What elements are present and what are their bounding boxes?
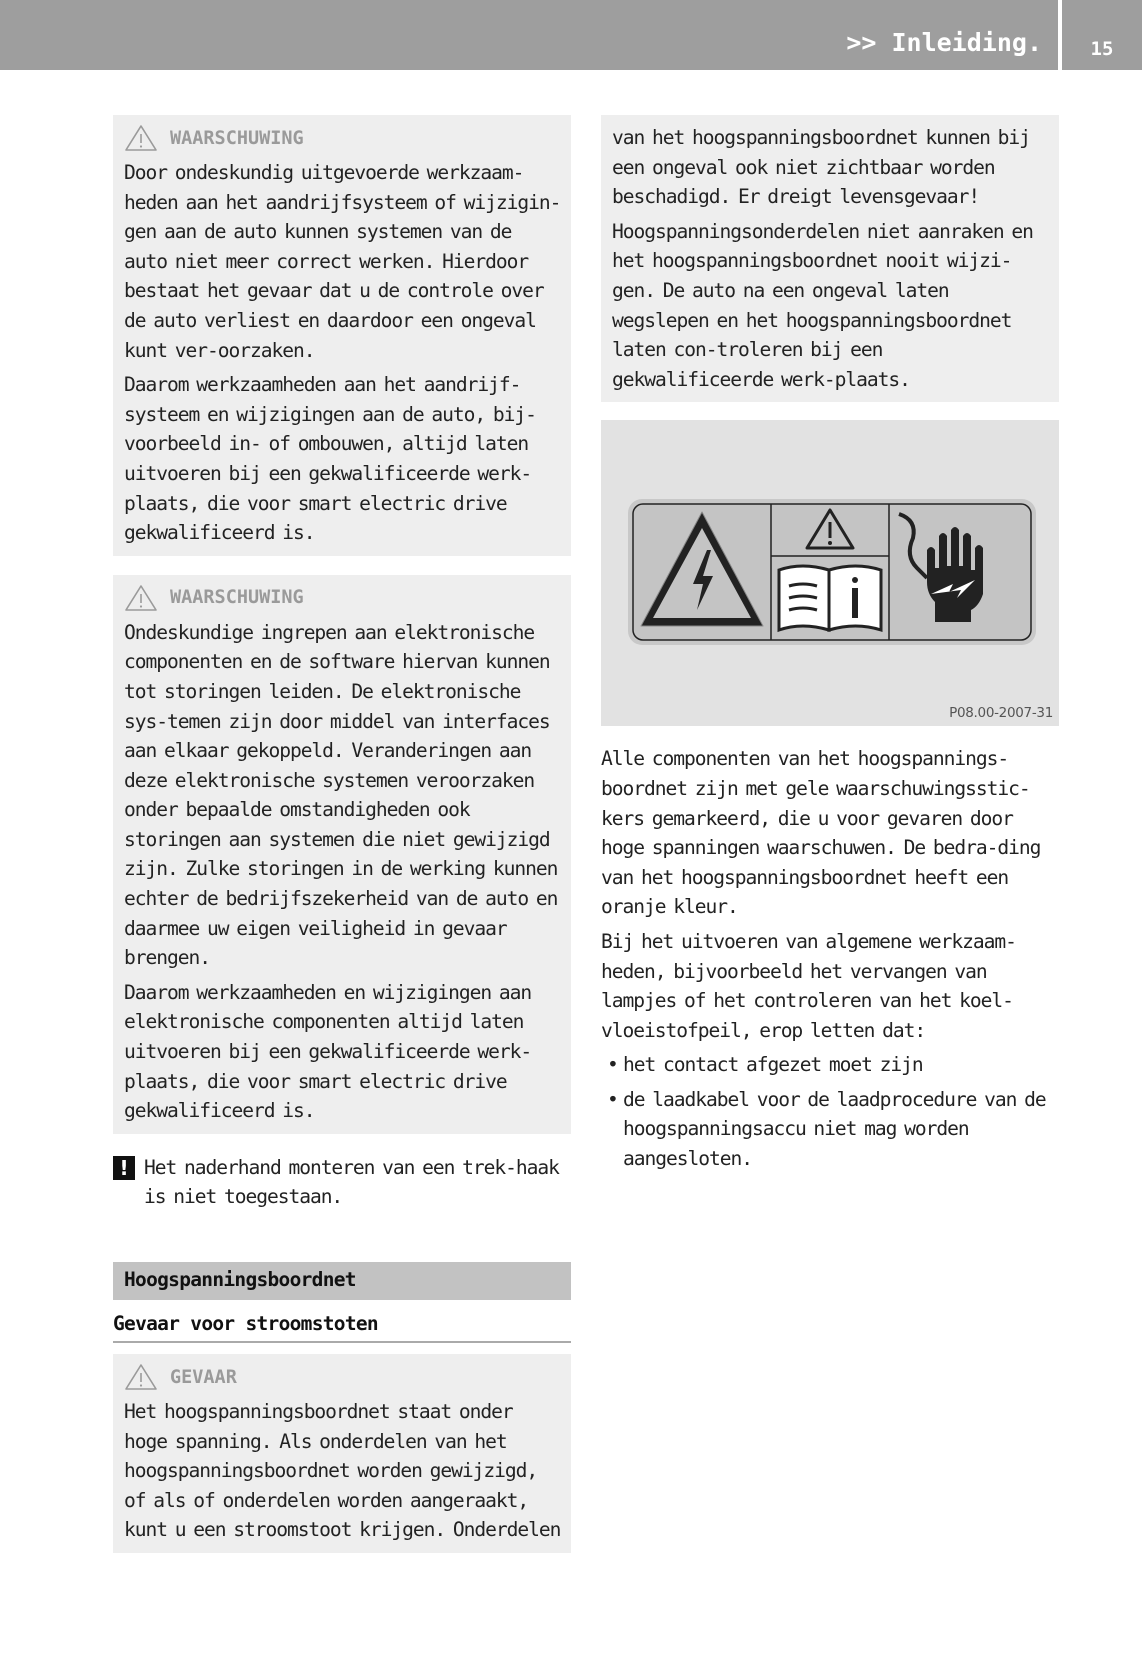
warning-heading <box>124 583 561 613</box>
warning-sticker-figure <box>601 420 1059 726</box>
warning-box-electronics <box>113 575 571 1134</box>
notice-text: Het naderhand monteren van een trek-haak is niet toegestaan. <box>144 1155 559 1209</box>
section-title: Hoogspanningsboordnet <box>113 1262 571 1300</box>
notice-towbar <box>113 1153 571 1212</box>
warning-heading <box>124 123 561 153</box>
high-voltage-sticker <box>627 498 1037 646</box>
list-item: • het contact afgezet moet zijn <box>601 1050 1059 1080</box>
warning-title: WAARSCHUWING <box>170 127 304 149</box>
page-number: 15 <box>1090 38 1114 60</box>
danger-title: GEVAAR <box>170 1366 237 1388</box>
warning-text: Ondeskundige ingrepen aan elektronische componenten en de software hiervan kunnen tot storingen leiden. De elektronische sys-temen zijn door middel van interfaces aan elkaar gekoppeld. Veranderingen aan deze elektronische systemen veroorzaken onder bepaalde omstandigheden ook storingen aan systemen die niet gewijzigd zijn. Zulke storingen in de werking kunnen echter de bedrijfszekerheid van de auto en daarmee uw eigen veiligheid in gevaar brengen. <box>124 620 558 970</box>
warning-text: Door ondeskundig uitgevoerde werkzaam-heden aan het aandrijfsysteem of wijzigin-gen aan de auto kunnen systemen van de auto niet meer correct werken. Hierdoor bestaat het gevaar dat u de controle over de auto verliest en daardoor een ongeval kunt ver-oorzaken. <box>124 161 561 362</box>
figure-caption: P08.00-2007-31 <box>949 705 1053 722</box>
warning-triangle-icon <box>124 1363 158 1391</box>
bullet-icon: • <box>607 1053 618 1077</box>
danger-box <box>113 1354 571 1553</box>
warning-title: WAARSCHUWING <box>170 587 304 609</box>
left-column <box>113 115 571 1572</box>
warning-text: Daarom werkzaamheden en wijzigingen aan elektronische componenten altijd laten uitvoeren bij een gekwalificeerde werk-plaats, die voor smart electric drive gekwalificeerd is. <box>124 980 532 1123</box>
warning-box-drive-system <box>113 115 571 556</box>
paragraph: Alle componenten van het hoogspannings-boordnet zijn met gele waarschuwingsstic-kers gemarkeerd, die u voor gevaren door hoge spanningen waarschuwen. De bedra-ding van het hoogspanningsboordnet heeft een oranje kleur. <box>601 747 1041 919</box>
page-header <box>0 0 1142 70</box>
warning-triangle-icon <box>124 584 158 612</box>
warning-triangle-icon <box>124 124 158 152</box>
right-column <box>601 115 1059 1179</box>
bullet-list <box>601 1050 1059 1173</box>
danger-text: Hoogspanningsonderdelen niet aanraken en het hoogspanningsboordnet nooit wijzi-gen. De auto na een ongeval laten wegslepen en het hoogspanningsboordnet laten con-troleren bij een gekwalificeerde werk-plaats. <box>612 219 1033 391</box>
warning-text: Daarom werkzaamheden aan het aandrijf-systeem en wijzigingen aan de auto, bij-voorbeeld in- of ombouwen, altijd laten uitvoeren bij een gekwalificeerde werk-plaats, die voor smart electric drive gekwalificeerd is. <box>124 373 536 545</box>
subheading: Gevaar voor stroomstoten <box>113 1312 571 1343</box>
exclamation-icon: ! <box>113 1156 135 1180</box>
read-manual-icon <box>779 566 881 630</box>
bullet-icon: • <box>607 1087 618 1111</box>
danger-text: Het hoogspanningsboordnet staat onder hoge spanning. Als onderdelen van het hoogspanningsboordnet worden gewijzigd, of als of onderdelen worden aangeraakt, kunt u een stroomstoot krijgen. Onderdelen <box>124 1400 561 1542</box>
danger-heading <box>124 1362 561 1392</box>
list-item: • de laadkabel voor de laadprocedure van de hoogspanningsaccu niet mag worden aangesloten. <box>601 1085 1059 1174</box>
danger-box-continued <box>601 115 1059 402</box>
danger-text: van het hoogspanningsboordnet kunnen bij een ongeval ook niet zichtbaar worden beschadigd. Er dreigt levensgevaar! <box>612 126 1030 209</box>
chapter-title: >> Inleiding. <box>846 28 1042 57</box>
body-text <box>601 744 1059 1173</box>
paragraph: Bij het uitvoeren van algemene werkzaam-heden, bijvoorbeeld het vervangen van lampjes of het controleren van het koel-vloeistofpeil, erop letten dat: <box>601 929 1016 1042</box>
